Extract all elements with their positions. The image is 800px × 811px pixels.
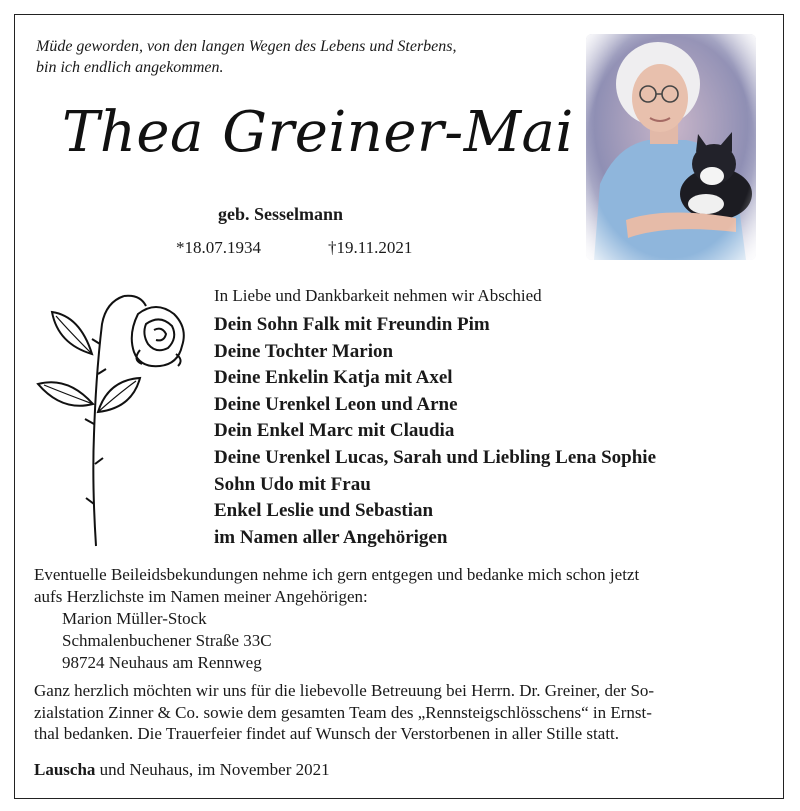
family-member: Dein Enkel Marc mit Claudia xyxy=(214,420,455,442)
contact-address xyxy=(62,608,272,674)
family-member: im Namen aller Angehörigen xyxy=(214,526,448,548)
thanks-paragraph xyxy=(34,680,769,745)
portrait-photo xyxy=(586,34,756,260)
contact-name: Marion Müller-Stock xyxy=(62,609,207,628)
motto xyxy=(36,36,457,78)
family-member: Deine Tochter Marion xyxy=(214,340,394,362)
family-member: Sohn Udo mit Frau xyxy=(214,473,371,495)
condolence-line-1: Eventuelle Beileidsbekundungen nehme ich gern entgegen und bedanke mich schon jetzt xyxy=(34,565,640,584)
rose-illustration xyxy=(28,284,193,549)
family-member: Deine Enkelin Katja mit Axel xyxy=(214,367,453,389)
condolence-line-2: aufs Herzlichste im Namen meiner Angehörigen: xyxy=(34,586,368,606)
farewell-intro: In Liebe und Dankbarkeit nehmen wir Abschied xyxy=(214,286,542,305)
thanks-line-2: zialstation Zinner & Co. sowie dem gesamten Team des „Rennsteigschlösschens“ in Ernst- xyxy=(34,702,652,722)
family-member: Deine Urenkel Leon und Arne xyxy=(214,393,458,415)
closing-rest: und Neuhaus, im November 2021 xyxy=(95,760,330,779)
contact-street: Schmalenbuchener Straße 33C xyxy=(62,631,272,650)
closing-line xyxy=(34,760,330,780)
maiden-name: geb. Sesselmann xyxy=(218,204,344,224)
rose-flower xyxy=(132,307,184,366)
family-list xyxy=(214,312,656,551)
motto-line-2: bin ich endlich angekommen. xyxy=(36,59,224,76)
deceased-name: Thea Greiner-Mai xyxy=(62,100,574,165)
contact-city: 98724 Neuhaus am Rennweg xyxy=(62,653,262,672)
family-member: Enkel Leslie und Sebastian xyxy=(214,500,434,522)
death-date: †19.11.2021 xyxy=(328,238,413,257)
family-member: Dein Sohn Falk mit Freundin Pim xyxy=(214,314,490,335)
closing-place: Lauscha xyxy=(34,760,96,779)
condolence-note xyxy=(34,564,769,607)
thanks-line-1: Ganz herzlich möchten wir uns für die liebevolle Betreuung bei Herrn. Dr. Greiner, der So- xyxy=(34,681,655,700)
motto-line-1: Müde geworden, von den langen Wegen des Lebens und Sterbens, xyxy=(36,38,457,55)
thanks-line-3: thal bedanken. Die Trauerfeier findet auf Wunsch der Verstorbenen in aller Stille statt. xyxy=(34,724,620,743)
family-member: Deine Urenkel Lucas, Sarah und Liebling Lena Sophie xyxy=(214,446,657,468)
birth-date: *18.07.1934 xyxy=(176,238,261,257)
